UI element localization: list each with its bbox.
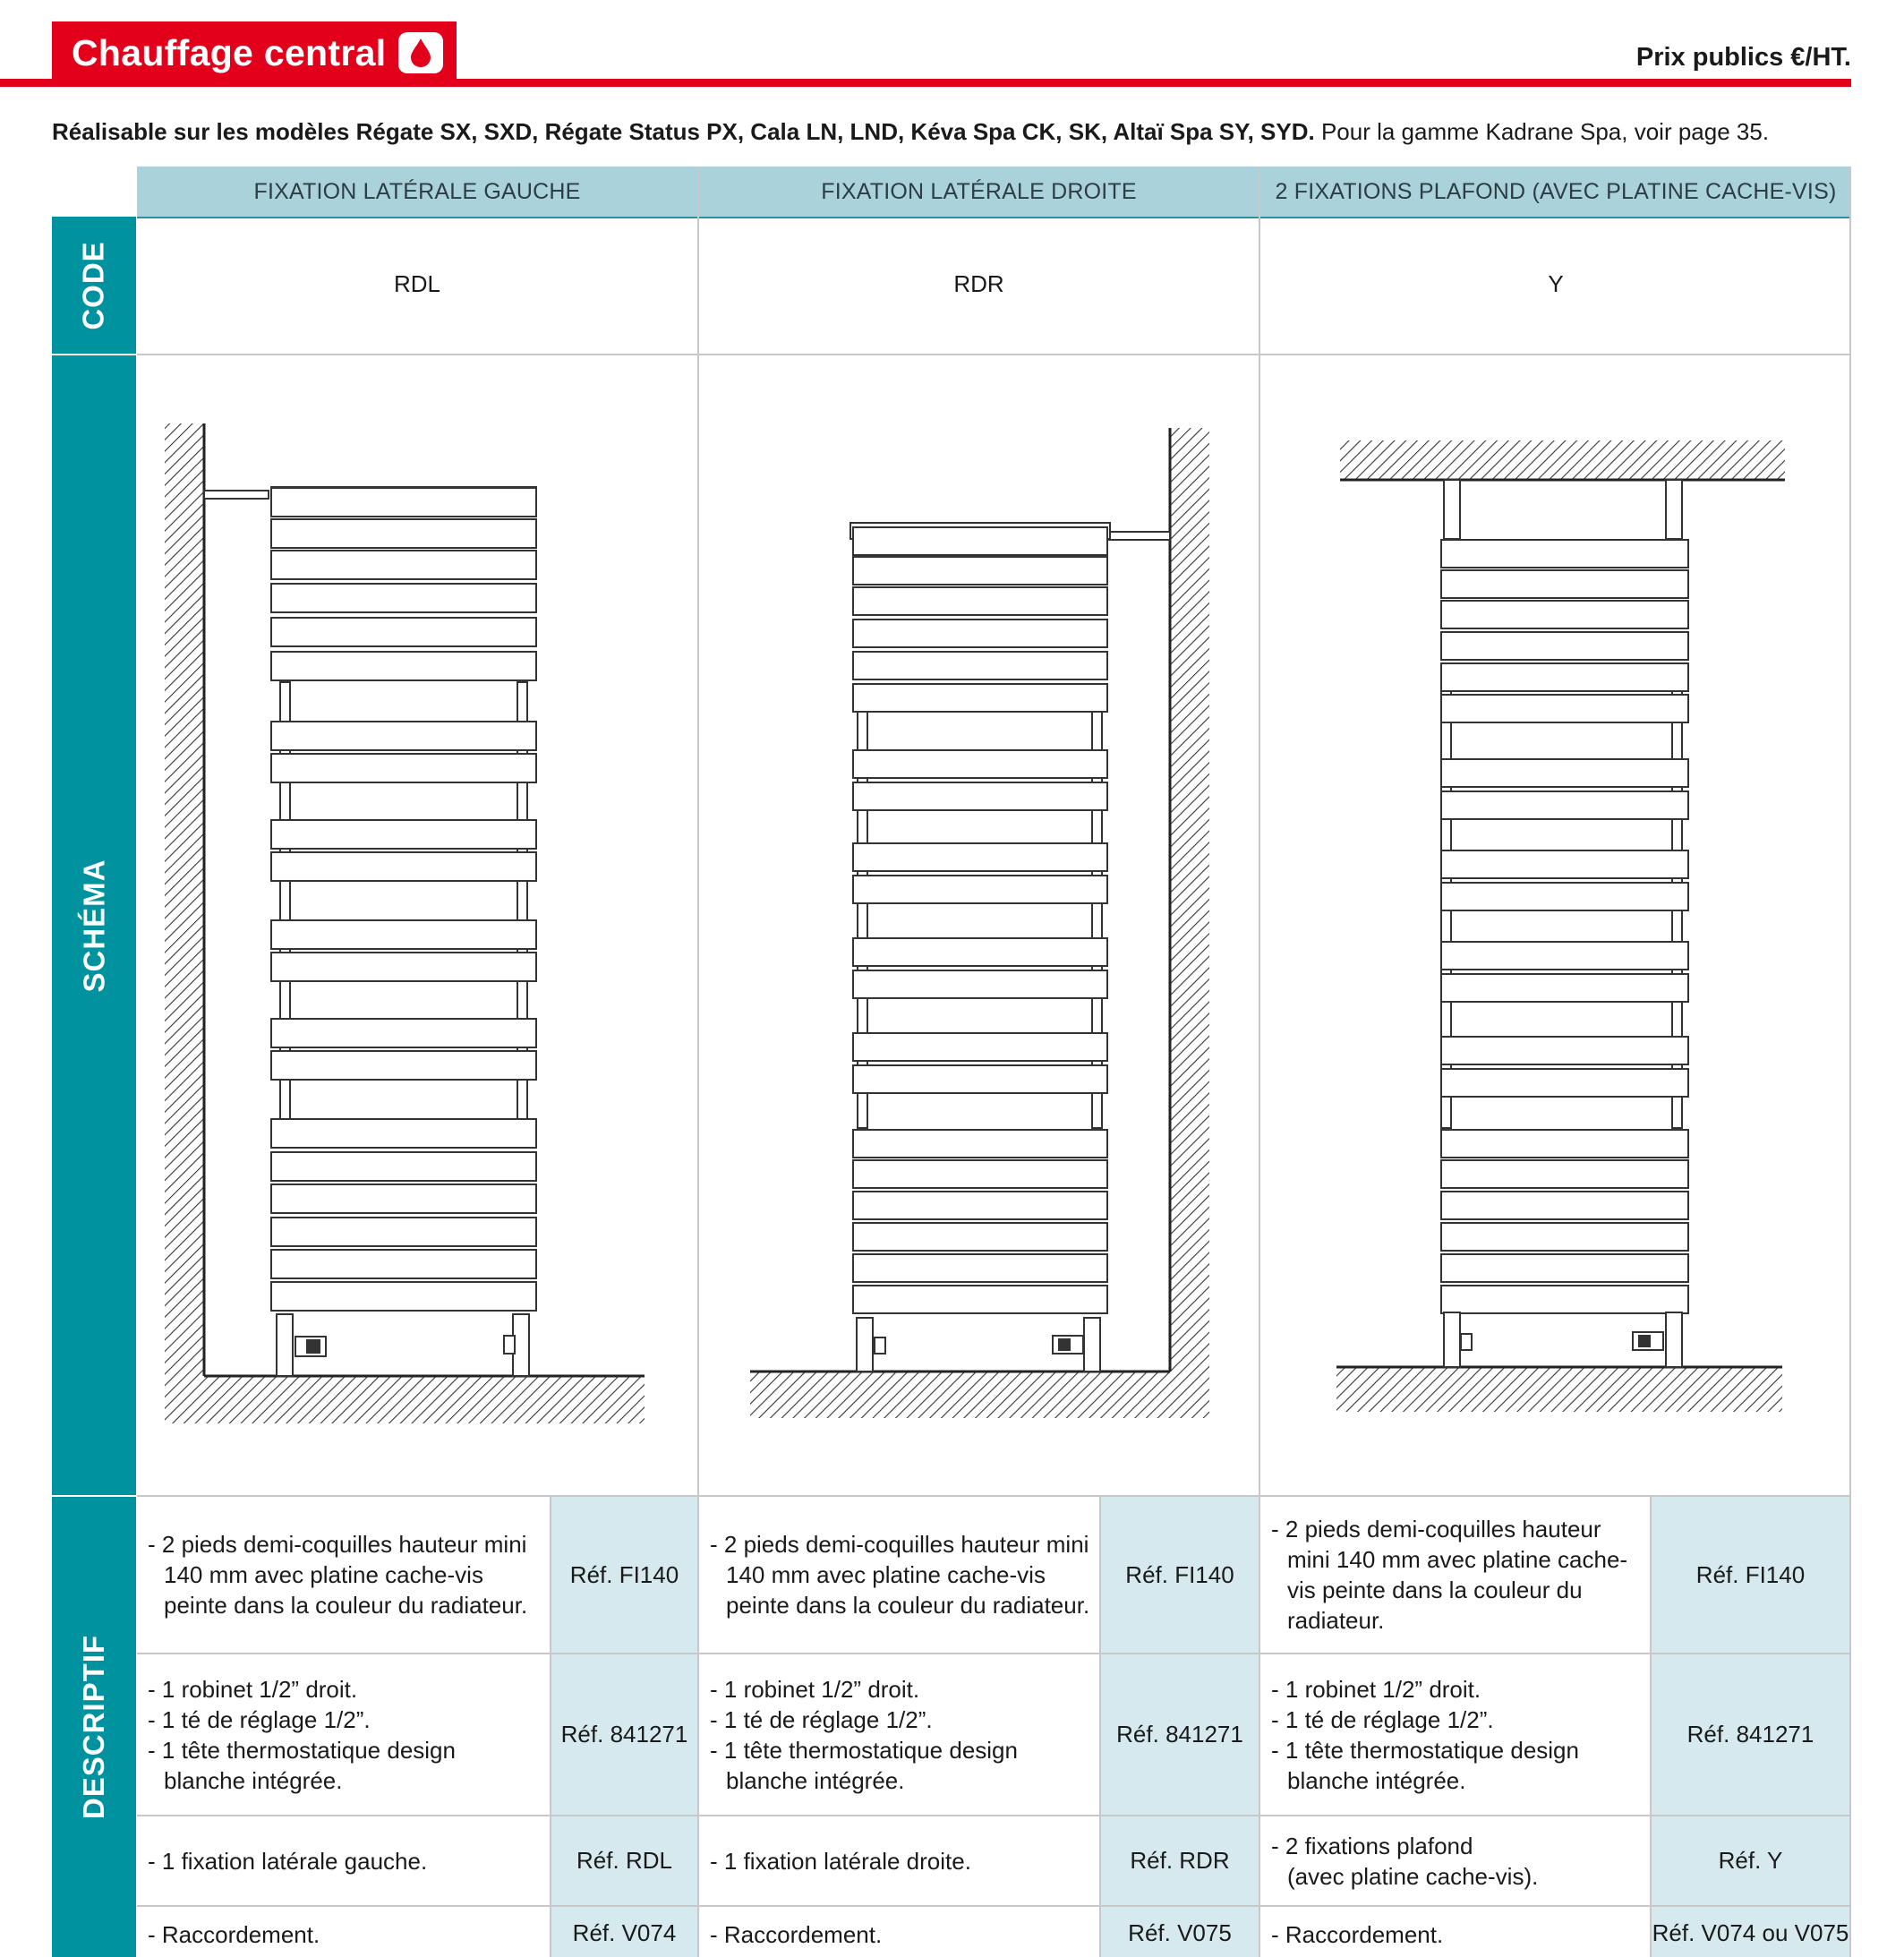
- reference-cell: Réf. Y: [1652, 1816, 1849, 1905]
- description-line: - 1 robinet 1/2” droit.: [710, 1675, 920, 1703]
- radiator-bar: [271, 652, 536, 680]
- description-cell: [699, 1907, 1099, 1957]
- radiator-bar: [853, 938, 1107, 966]
- radiator-bar: [1441, 974, 1688, 1002]
- reference-cell: Réf. FI140: [551, 1497, 697, 1653]
- description-list: [1271, 1674, 1641, 1796]
- radiator-bar: [271, 1119, 536, 1148]
- description-line: - 1 tête thermostatique design blanche intégrée.: [148, 1736, 456, 1794]
- description-cell: [699, 1816, 1099, 1905]
- code-value: RDR: [953, 270, 1004, 297]
- description-cell: [1260, 1816, 1650, 1905]
- radiator-bar: [271, 1019, 536, 1047]
- radiator-bar: [853, 1130, 1107, 1158]
- radiator-bar: [1441, 1223, 1688, 1251]
- schema-ceiling-fixation: [1336, 440, 1785, 1412]
- column-header-left: FIXATION LATÉRALE GAUCHE: [137, 167, 697, 218]
- price-note: Prix publics €/HT.: [1635, 43, 1851, 72]
- radiator-bar: [271, 953, 536, 981]
- radiator-bar: [271, 584, 536, 612]
- description-cell: [699, 1497, 1099, 1653]
- radiator-bar: [1441, 663, 1688, 691]
- description-list: [1271, 1831, 1538, 1892]
- description-line: - 1 tête thermostatique design blanche intégrée.: [1271, 1736, 1579, 1794]
- description-line: - 1 tête thermostatique design blanche intégrée.: [710, 1736, 1018, 1794]
- code-value: RDL: [393, 270, 440, 297]
- description-list: [710, 1846, 971, 1876]
- reference-cell: Réf. 841271: [551, 1654, 697, 1815]
- radiator-bar: [271, 551, 536, 579]
- row-label-code: CODE: [52, 217, 136, 354]
- radiator-bar: [1441, 632, 1688, 660]
- radiator-bar: [853, 1223, 1107, 1251]
- radiator-bar: [853, 684, 1107, 712]
- description-list: [148, 1919, 321, 1950]
- radiator-bar: [271, 1250, 536, 1278]
- radiator-bar: [271, 1184, 536, 1213]
- radiator-bar: [853, 782, 1107, 810]
- column-header-ceiling: 2 FIXATIONS PLAFOND (AVEC PLATINE CACHE-VIS): [1260, 167, 1851, 218]
- intro-models: Réalisable sur les modèles Régate SX, SXD, Régate Status PX, Cala LN, LND, Kéva Spa CK, SK, Altaï Spa SY, SYD.: [52, 118, 1315, 145]
- radiator-bar: [1441, 1130, 1688, 1158]
- section-title: Chauffage central: [72, 31, 387, 73]
- radiator-bar: [1441, 1286, 1688, 1313]
- radiator-bar: [853, 557, 1107, 585]
- radiator-bar: [271, 754, 536, 782]
- row-label-descriptif: DESCRIPTIF: [52, 1497, 136, 1957]
- schema-left-fixation: [165, 423, 645, 1423]
- radiator-bar: [271, 1051, 536, 1080]
- radiator-bar: [271, 920, 536, 949]
- radiator-bar: [853, 1033, 1107, 1061]
- radiator-left: [271, 488, 536, 1311]
- radiator-bar: [271, 1282, 536, 1311]
- description-line: - 2 pieds demi-coquilles hauteur mini 140 mm avec platine cache-vis peinte dans la couleur du radiateur.: [1271, 1516, 1628, 1634]
- description-cell: [1260, 1907, 1650, 1957]
- grid-line: [1849, 167, 1851, 1957]
- reference-cell: Réf. RDL: [551, 1816, 697, 1905]
- description-line: - 1 té de réglage 1/2”.: [1271, 1705, 1494, 1733]
- radiator-bar: [853, 652, 1107, 679]
- radiator-bar: [271, 722, 536, 750]
- column-header-right: FIXATION LATÉRALE DROITE: [699, 167, 1259, 218]
- description-cell: [137, 1654, 550, 1815]
- section-tab: [52, 21, 457, 84]
- description-list: [148, 1846, 427, 1876]
- radiator-bar: [853, 1286, 1107, 1313]
- description-line: - Raccordement.: [148, 1921, 320, 1948]
- radiator-bar: [1441, 850, 1688, 878]
- radiator-bar: [1441, 1254, 1688, 1282]
- reference-cell: Réf. V074: [551, 1907, 697, 1957]
- intro-note: Pour la gamme Kadrane Spa, voir page 35.: [1314, 118, 1770, 145]
- radiator-bar: [853, 1065, 1107, 1093]
- description-cell: [1260, 1654, 1650, 1815]
- radiator-bar: [271, 1152, 536, 1181]
- schema-right-fixation: [750, 428, 1209, 1418]
- radiator-bar: [853, 843, 1107, 871]
- code-value: Y: [1548, 270, 1564, 297]
- description-list: [710, 1674, 1090, 1796]
- description-list: [148, 1529, 541, 1620]
- description-list: [710, 1919, 884, 1950]
- description-line: - 1 fixation latérale droite.: [710, 1847, 971, 1875]
- radiator-bar: [271, 519, 536, 548]
- description-line: - 1 té de réglage 1/2”.: [710, 1705, 933, 1733]
- radiator-bar: [1441, 883, 1688, 910]
- description-line: - 1 robinet 1/2” droit.: [1271, 1675, 1481, 1703]
- radiator-bar: [853, 1192, 1107, 1219]
- description-list: [1271, 1514, 1641, 1636]
- radiator-bar: [1441, 1069, 1688, 1097]
- radiator-bar: [853, 587, 1107, 615]
- radiator-bar: [1441, 695, 1688, 722]
- radiator-bar: [271, 852, 536, 881]
- radiator-bar: [853, 970, 1107, 998]
- description-list: [710, 1529, 1090, 1620]
- radiator-bar: [853, 750, 1107, 778]
- radiator-bar: [853, 620, 1107, 647]
- description-line: - Raccordement.: [710, 1921, 883, 1948]
- radiator-bar: [1441, 1192, 1688, 1219]
- description-line: - 2 pieds demi-coquilles hauteur mini 140 mm avec platine cache-vis peinte dans la couleur du radiateur.: [148, 1531, 528, 1619]
- intro-text: [52, 118, 1769, 146]
- water-drop-icon: [398, 32, 443, 73]
- radiator-bar: [853, 1254, 1107, 1282]
- description-line: (avec platine cache-vis).: [1287, 1862, 1539, 1890]
- description-cell: [1260, 1497, 1650, 1653]
- description-cell: [137, 1497, 550, 1653]
- radiator-bar: [853, 1160, 1107, 1188]
- reference-cell: Réf. V074 ou V075: [1652, 1907, 1849, 1957]
- reference-cell: Réf. 841271: [1101, 1654, 1259, 1815]
- radiator-bar: [271, 618, 536, 646]
- radiator-bar: [853, 876, 1107, 903]
- radiator-bar: [1441, 791, 1688, 819]
- row-label-schema: SCHÉMA: [52, 355, 136, 1495]
- radiator-ceiling: [1441, 540, 1688, 1313]
- reference-cell: Réf. RDR: [1101, 1816, 1259, 1905]
- description-list: [1271, 1919, 1445, 1950]
- description-line: - 1 té de réglage 1/2”.: [148, 1705, 371, 1733]
- radiator-bar: [1441, 601, 1688, 628]
- description-line: - 2 fixations plafond: [1271, 1832, 1473, 1859]
- reference-cell: Réf. V075: [1101, 1907, 1259, 1957]
- radiator-bar: [1441, 759, 1688, 787]
- radiator-bar: [1441, 570, 1688, 598]
- description-line: - 1 robinet 1/2” droit.: [148, 1675, 358, 1703]
- radiator-bar: [1441, 1160, 1688, 1188]
- radiator-bar: [1441, 1037, 1688, 1064]
- description-cell: [137, 1816, 550, 1905]
- reference-cell: Réf. FI140: [1652, 1497, 1849, 1653]
- description-line: - 1 fixation latérale gauche.: [148, 1847, 428, 1875]
- radiator-bar: [1441, 540, 1688, 568]
- radiator-right: [853, 527, 1107, 1313]
- reference-cell: Réf. FI140: [1101, 1497, 1259, 1653]
- radiator-bar: [1441, 942, 1688, 970]
- description-line: - Raccordement.: [1271, 1921, 1444, 1948]
- radiator-bar: [271, 1218, 536, 1246]
- radiator-bar: [853, 527, 1107, 555]
- grid-line: [137, 354, 1851, 355]
- description-line: - 2 pieds demi-coquilles hauteur mini 140 mm avec platine cache-vis peinte dans la couleur du radiateur.: [710, 1531, 1090, 1619]
- description-cell: [699, 1654, 1099, 1815]
- description-cell: [137, 1907, 550, 1957]
- radiator-bar: [271, 488, 536, 517]
- reference-cell: Réf. 841271: [1652, 1654, 1849, 1815]
- description-list: [148, 1674, 541, 1796]
- radiator-bar: [271, 820, 536, 849]
